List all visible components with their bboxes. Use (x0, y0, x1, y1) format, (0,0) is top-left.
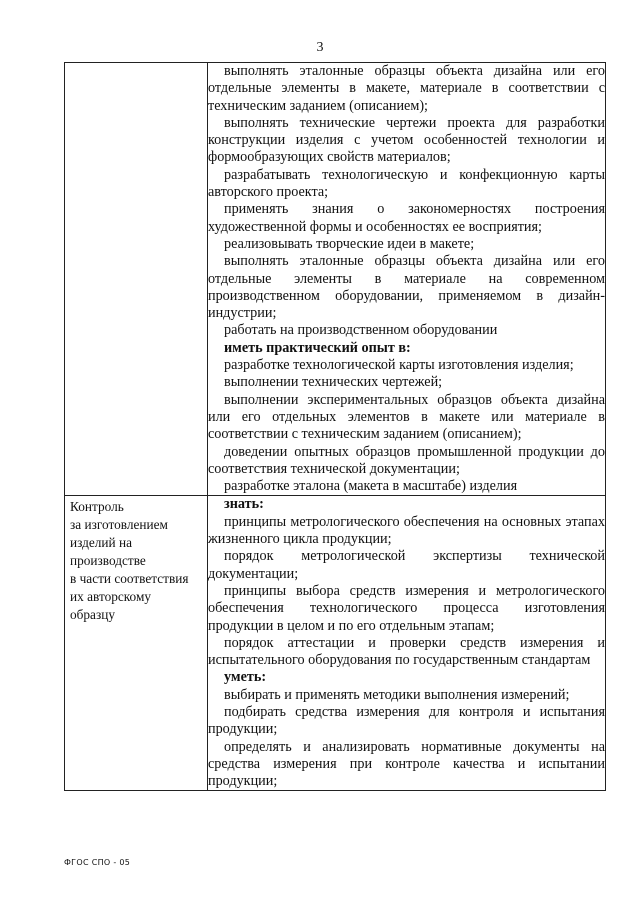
row2-right-cell (208, 496, 606, 791)
list-item: выполнении экспериментальных образцов объекта дизайна или его отдельных элементов в макете или материале в соответствии с техническим заданием (описанием); (208, 391, 605, 443)
row1-requirements (208, 63, 605, 495)
competency-table (64, 62, 606, 791)
row1-left-cell (65, 63, 208, 496)
activity-name-line: образцу (70, 607, 115, 623)
list-item: определять и анализировать нормативные документы на средства измерения при контроле качества и испытании продукции; (208, 738, 605, 790)
list-item: применять знания о закономерностях построения художественной формы и особенностях ее восприятия; (208, 201, 605, 235)
list-item: работать на производственном оборудовании (224, 322, 498, 339)
list-item: порядок аттестации и проверки средств измерения и испытательного оборудования по государственным стандартам (208, 634, 605, 669)
activity-name-line: изделий на (70, 535, 133, 551)
list-item: разрабатывать технологическую и конфекционную карты авторского проекта; (208, 166, 605, 201)
activity-name (65, 496, 207, 624)
row2-requirements (208, 496, 605, 790)
activity-name-line: в части соответствия (70, 571, 189, 587)
activity-name-line: производстве (70, 553, 146, 569)
list-item: подбирать средства измерения для контроля и испытания продукции; (208, 703, 605, 738)
section-heading: иметь практический опыт в: (224, 339, 411, 356)
list-item: реализовывать творческие идеи в макете; (224, 235, 475, 252)
activity-name-line: за изготовлением (70, 517, 168, 533)
row2-left-cell (65, 496, 208, 791)
section-heading: знать: (224, 496, 264, 513)
list-item: выбирать и применять методики выполнения измерений; (224, 686, 570, 703)
list-item: порядок метрологической экспертизы технической документации; (208, 548, 605, 582)
table-row (65, 496, 606, 791)
page-number: 3 (316, 40, 324, 55)
activity-name-line: Контроль (70, 499, 124, 515)
table-row (65, 63, 606, 496)
activity-name-line: их авторскому (70, 589, 152, 605)
list-item: принципы выбора средств измерения и метрологического обеспечения технологического процесса изготовления продукции в целом и по его отдельным этапам; (208, 582, 605, 634)
footer-code: ФГОС СПО - 05 (64, 858, 131, 867)
list-item: доведении опытных образцов промышленной продукции до соответствия технической документации; (208, 443, 605, 477)
list-item: принципы метрологического обеспечения на основных этапах жизненного цикла продукции; (208, 513, 605, 548)
section-heading: уметь: (224, 669, 267, 686)
list-item: разработке эталона (макета в масштабе) изделия (224, 478, 518, 495)
list-item: выполнять эталонные образцы объекта дизайна или его отдельные элементы в материале на современном производственном оборудовании, применяемом в дизайн-индустрии; (208, 253, 605, 322)
list-item: выполнять эталонные образцы объекта дизайна или его отдельные элементы в макете, материале в соответствии с техническим заданием (описанием); (208, 63, 605, 114)
list-item: выполнении технических чертежей; (224, 374, 443, 391)
list-item: разработке технологической карты изготовления изделия; (224, 357, 574, 374)
row1-right-cell (208, 63, 606, 496)
list-item: выполнять технические чертежи проекта для разработки конструкции изделия с учетом особенностей технологии и формообразующих свойств материалов; (208, 114, 605, 166)
